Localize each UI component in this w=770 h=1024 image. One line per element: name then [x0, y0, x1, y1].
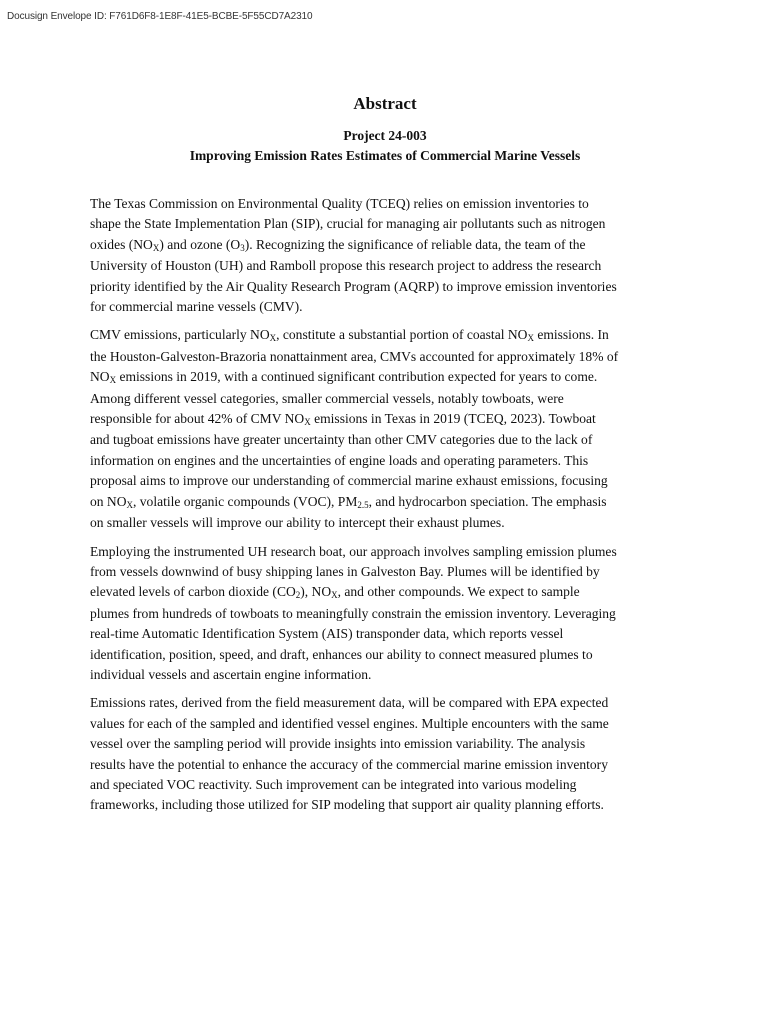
paragraph-line: elevated levels of carbon dioxide $(CO_2)$, $NO_X$, and other compounds. We expect to sample — [90, 584, 580, 601]
project-number: Project 24-003 — [343, 128, 427, 143]
abstract-paragraph — [90, 542, 685, 686]
paragraph-line: frameworks, including those utilized for SIP modeling that support air quality planning efforts. — [90, 797, 604, 813]
abstract-paragraph — [90, 325, 685, 533]
paragraph-line: identification, position, speed, and draft, enhances our ability to connect measured plumes to — [90, 646, 593, 662]
paragraph-line: from vessels downwind of busy shipping lanes in Galveston Bay. Plumes will be identified by — [90, 563, 600, 579]
paragraph-line: Employing the instrumented UH research boat, our approach involves sampling emission plumes — [90, 543, 617, 559]
paragraph-line: the Houston-Galveston-Brazoria nonattainment area, CMVs accounted for approximately 18% of — [90, 348, 619, 364]
paragraph-line: The Texas Commission on Environmental Quality (TCEQ) relies on emission inventories to — [90, 196, 589, 211]
project-title: Improving Emission Rates Estimates of Commercial Marine Vessels — [189, 148, 581, 163]
paragraph-line: oxides $(NO_X)$ and ozone $(O_3)$. Recognizing the significance of reliable data, the team of the — [90, 236, 586, 253]
abstract-title: Abstract — [353, 94, 417, 113]
paragraph-line: plumes from hundreds of towboats to meaningfully constrain the emission inventory. Leveraging — [90, 605, 616, 621]
docusign-envelope-id: Docusign Envelope ID: F761D6F8-1E8F-41E5-BCBE-5F55CD7A2310 — [7, 11, 313, 22]
paragraph-line: $NO_X$ emissions in 2019, with a continued significant contribution expected for years to come. — [90, 369, 598, 386]
paragraph-line: Emissions rates, derived from the field measurement data, will be compared with EPA expected — [90, 695, 609, 711]
paragraph-line: on $NO_X$, volatile organic compounds (VOC), $PM_{2.5}$, and hydrocarbon speciation. The emphasis — [90, 493, 607, 510]
paragraph-line: proposal aims to improve our understanding of commercial marine exhaust emissions, focusing — [90, 473, 608, 489]
paragraph-line: results have the potential to enhance the accuracy of the commercial marine emission inventory — [90, 756, 608, 772]
paragraph-line: and tugboat emissions have greater uncertainty than other CMV categories due to the lack of — [90, 432, 593, 448]
paragraph-line: responsible for about 42% of CMV $NO_X$ emissions in Texas in 2019 (TCEQ, 2023). Towboat — [90, 411, 596, 428]
abstract-paragraph — [90, 693, 685, 815]
paragraph-line: values for each of the sampled and identified vessel engines. Multiple encounters with the same — [90, 715, 609, 731]
paragraph-line: CMV emissions, particularly $NO_X$, constitute a substantial portion of coastal $NO_X$ emissions. In — [90, 327, 609, 344]
paragraph-line: for commercial marine vessels (CMV). — [90, 299, 303, 315]
abstract-paragraph — [90, 194, 685, 317]
paragraph-line: and speciated VOC reactivity. Such improvement can be integrated into various modeling — [90, 776, 577, 792]
paragraph-line: University of Houston (UH) and Ramboll propose this research project to address the research — [90, 258, 602, 274]
paragraph-line: priority identified by the Air Quality Research Program (AQRP) to improve emission inventories — [90, 278, 617, 294]
paragraph-line: real-time Automatic Identification System (AIS) transponder data, which reports vessel — [90, 626, 564, 642]
paragraph-line: on smaller vessels will improve our ability to intercept their exhaust plumes. — [90, 515, 505, 531]
paragraph-line: vessel over the sampling period will provide insights into emission variability. The analysis — [90, 736, 586, 752]
paragraph-line: Among different vessel categories, smaller commercial vessels, notably towboats, were — [90, 390, 564, 406]
document-header — [0, 92, 770, 165]
paragraph-line: individual vessels and ascertain engine information. — [90, 666, 372, 682]
paragraph-line: shape the State Implementation Plan (SIP), crucial for managing air pollutants such as nitrogen — [90, 216, 606, 232]
abstract-body — [90, 194, 685, 824]
paragraph-line: information on engines and the uncertainties of engine loads and operating parameters. This — [90, 452, 589, 468]
